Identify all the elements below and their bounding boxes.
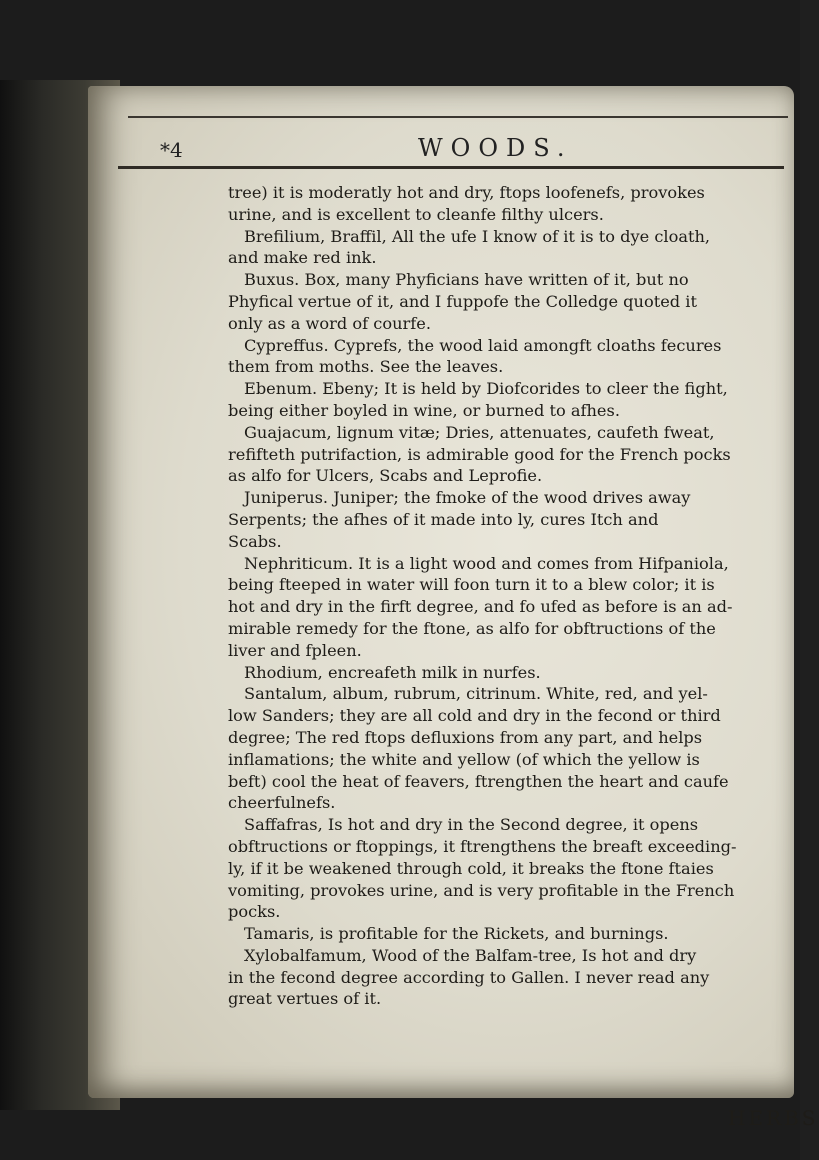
text-line: as alfo for Ulcers, Scabs and Leprofie. [228, 466, 543, 486]
text-line: Saffafras, Is hot and dry in the Second degree, it opens [244, 815, 699, 835]
text-line: degree; The red ftops defluxions from any part, and helps [228, 727, 703, 747]
page-body-text [228, 182, 808, 1010]
text-line: Scabs. [228, 531, 282, 551]
text-line: Guajacum, lignum vitæ; Dries, attenuates, caufeth fweat, [244, 422, 715, 442]
text-line: refifteth putrifaction, is admirable good for the French pocks [228, 444, 731, 464]
text-line: only as a word of courfe. [228, 313, 431, 333]
text-line: mirable remedy for the ftone, as alfo for obftructions of the [228, 618, 716, 638]
text-line: Rhodium, encreafeth milk in nurfes. [244, 662, 541, 682]
text-line: Santalum, album, rubrum, citrinum. White, red, and yel- [244, 684, 708, 704]
text-line: low Sanders; they are all cold and dry in the fecond or third [228, 706, 721, 726]
text-line: them from moths. See the leaves. [228, 357, 504, 377]
text-line: Serpents; the afhes of it made into ly, cures Itch and [228, 509, 659, 529]
text-line: tree) it is moderatly hot and dry, ftops loofenefs, provokes [228, 183, 705, 202]
text-line: Juniperus. Juniper; the fmoke of the wood drives away [244, 488, 691, 508]
header-rule-bottom [118, 166, 784, 169]
text-line: and make red ink. [228, 248, 377, 268]
text-line: Ebenum. Ebeny; It is held by Diofcorides to cleer the fight, [244, 379, 728, 399]
text-line: vomiting, provokes urine, and is very profitable in the French [228, 880, 735, 900]
text-line: Cypreffus. Cyprefs, the wood laid amongft cloaths fecures [244, 335, 722, 355]
running-head: WOODS. [418, 134, 573, 162]
text-line: great vertues of it. [228, 989, 382, 1009]
text-line: beft) cool the heat of feavers, ftrengthen the heart and caufe [228, 771, 729, 791]
text-line: Phyfical vertue of it, and I fuppofe the Colledge quoted it [228, 291, 697, 311]
text-line: Xylobalfamum, Wood of the Balfam-tree, Is hot and dry [244, 945, 697, 965]
text-line: hot and dry in the firft degree, and fo ufed as before is an ad- [228, 597, 733, 617]
text-line: obftructions or ftoppings, it ftrengthens the breaft exceeding- [228, 836, 737, 856]
text-line: Brefilium, Braffil, All the ufe I know of it is to dye cloath, [244, 226, 711, 246]
text-line: being fteeped in water will foon turn it to a blew color; it is [228, 575, 715, 595]
text-line: Tamaris, is profitable for the Rickets, and burnings. [244, 924, 669, 944]
text-line: ly, if it be weakened through cold, it breaks the ftone ftaies [228, 858, 714, 878]
text-line: in the fecond degree according to Gallen. I never read any [228, 967, 710, 987]
text-line: urine, and is excellent to cleanfe filthy ulcers. [228, 204, 604, 224]
text-line: inflamations; the white and yellow (of which the yellow is [228, 749, 700, 769]
text-line: being either boyled in wine, or burned to afhes. [228, 400, 620, 420]
text-line: cheerfulnefs. [228, 793, 336, 813]
page-number: *4 [160, 138, 183, 162]
book-page [88, 86, 819, 1130]
text-line: Buxus. Box, many Phyficians have written of it, but no [244, 270, 689, 290]
text-line: liver and fpleen. [228, 640, 362, 660]
header-rule [128, 116, 788, 118]
text-line: pocks. [228, 902, 281, 922]
catchword: HERBS [728, 1106, 819, 1130]
text-line: Nephriticum. It is a light wood and comes from Hifpaniola, [244, 553, 729, 573]
